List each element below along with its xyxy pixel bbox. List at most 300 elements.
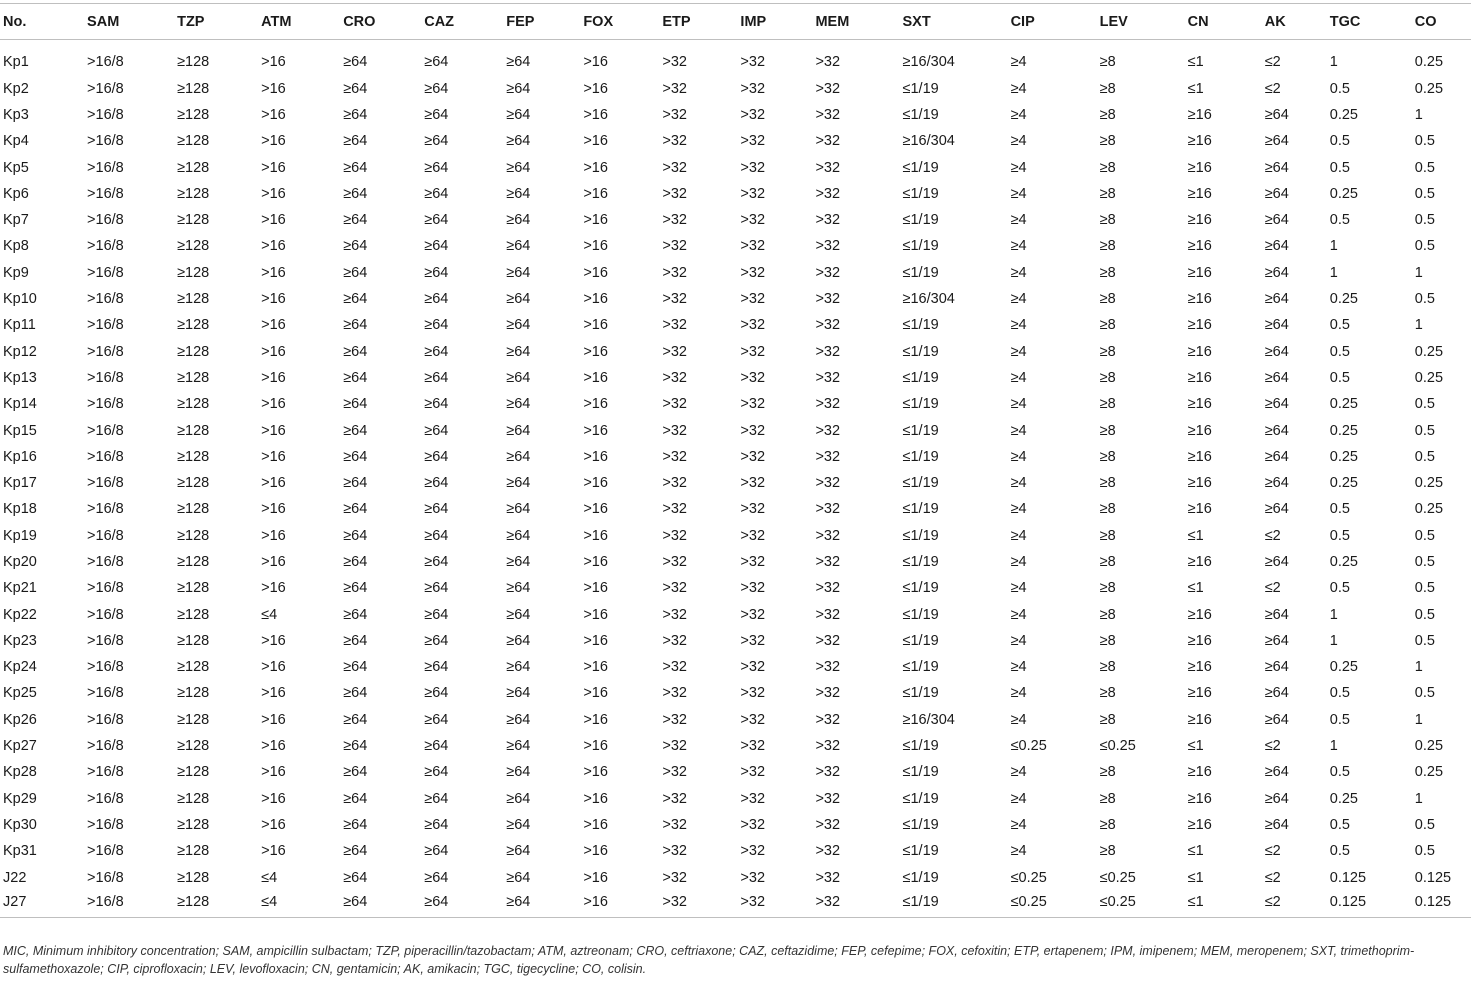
table-row — [0, 707, 1471, 733]
mic-value-cell: >16 — [583, 659, 608, 676]
mic-value-cell: >32 — [740, 527, 766, 544]
mic-value-cell: ≥64 — [343, 264, 368, 281]
mic-value-cell: >16/8 — [87, 816, 124, 833]
mic-value-cell: ≥64 — [340, 891, 421, 917]
mic-value-cell: ≥64 — [506, 790, 531, 807]
mic-value-cell: >32 — [662, 711, 687, 728]
mic-value-cell: >32 — [740, 422, 766, 439]
column-header: ETP — [659, 4, 737, 40]
mic-value-cell: >16 — [583, 238, 608, 255]
mic-value-cell: >16 — [583, 264, 608, 281]
mic-value-cell: ≥64 — [424, 659, 449, 676]
mic-value-cell: ≥64 — [343, 317, 368, 334]
isolate-id-cell: Kp2 — [3, 80, 29, 97]
mic-value-cell: 1 — [1329, 264, 1338, 281]
mic-value-cell: ≥4 — [1010, 159, 1027, 176]
mic-value-cell: ≥16/304 — [902, 133, 955, 150]
table-row — [0, 680, 1471, 706]
mic-value-cell: 1 — [1414, 659, 1423, 676]
mic-value-cell: ≤1/19 — [902, 448, 939, 465]
column-header: SAM — [84, 4, 174, 40]
mic-value-cell: >16/8 — [87, 212, 124, 229]
mic-value-cell: >16 — [261, 738, 286, 755]
mic-value-cell: >16 — [583, 790, 608, 807]
mic-value-cell: >16 — [261, 185, 286, 202]
mic-value-cell: >32 — [740, 448, 766, 465]
mic-value-cell: >32 — [815, 869, 841, 886]
mic-value-cell: >16 — [261, 843, 286, 860]
mic-value-cell: >16 — [261, 659, 286, 676]
mic-value-cell: ≥8 — [1099, 396, 1116, 413]
mic-value-cell: ≥4 — [1010, 80, 1027, 97]
mic-value-cell: >16/8 — [87, 606, 124, 623]
mic-value-cell: ≥64 — [424, 843, 449, 860]
mic-value-cell: 0.5 — [1329, 711, 1350, 728]
mic-value-cell: ≥16 — [1187, 133, 1212, 150]
mic-value-cell: 0.5 — [1329, 501, 1350, 518]
mic-value-cell: >16/8 — [87, 764, 124, 781]
column-header: LEV — [1097, 4, 1185, 40]
column-header: MEM — [812, 4, 899, 40]
mic-value-cell: ≥64 — [506, 80, 531, 97]
mic-value-cell: ≥64 — [424, 685, 449, 702]
mic-value-cell: >32 — [662, 291, 687, 308]
mic-value-cell: ≥4 — [1010, 212, 1027, 229]
mic-value-cell: ≥64 — [503, 891, 580, 917]
mic-value-cell: >32 — [662, 133, 687, 150]
isolate-id-cell: Kp15 — [3, 422, 37, 439]
mic-value-cell: >32 — [815, 238, 841, 255]
mic-value-cell: >32 — [815, 264, 841, 281]
mic-value-cell: >16/8 — [87, 396, 124, 413]
mic-value-cell: >16 — [261, 369, 286, 386]
mic-value-cell: >32 — [815, 212, 841, 229]
mic-value-cell: ≥16 — [1187, 264, 1212, 281]
mic-value-cell: ≥64 — [343, 448, 368, 465]
mic-value-cell: ≥4 — [1010, 291, 1027, 308]
mic-value-cell: >32 — [662, 527, 687, 544]
mic-value-cell: >16 — [261, 291, 286, 308]
mic-value-cell: ≥128 — [177, 843, 210, 860]
mic-value-cell: >32 — [815, 396, 841, 413]
mic-value-cell: ≥64 — [424, 106, 449, 123]
mic-value-cell: ≥64 — [343, 816, 368, 833]
mic-value-cell: ≥8 — [1099, 580, 1116, 597]
mic-value-cell: ≥4 — [1010, 238, 1027, 255]
mic-value-cell: >32 — [662, 53, 687, 70]
mic-value-cell: ≥8 — [1099, 369, 1116, 386]
mic-value-cell: 0.25 — [1329, 106, 1358, 123]
mic-value-cell: >32 — [815, 606, 841, 623]
mic-value-cell: >32 — [815, 80, 841, 97]
mic-value-cell: ≥128 — [177, 343, 210, 360]
mic-value-cell: ≥64 — [424, 553, 449, 570]
mic-value-cell: ≥16 — [1187, 159, 1212, 176]
mic-value-cell: >16 — [261, 816, 286, 833]
table-row — [0, 549, 1471, 575]
mic-value-cell: ≥64 — [1264, 475, 1289, 492]
mic-value-cell: >32 — [662, 422, 687, 439]
mic-value-cell: >32 — [662, 606, 687, 623]
mic-value-cell: ≥64 — [424, 790, 449, 807]
mic-value-cell: >32 — [740, 212, 766, 229]
mic-value-cell: ≥64 — [343, 764, 368, 781]
mic-value-cell: >32 — [740, 317, 766, 334]
mic-value-cell: >16/8 — [87, 264, 124, 281]
table-row — [0, 470, 1471, 496]
mic-value-cell: >16 — [583, 212, 608, 229]
mic-value-cell: ≥128 — [177, 396, 210, 413]
mic-value-cell: 0.25 — [1329, 185, 1358, 202]
mic-value-cell: ≥16 — [1187, 185, 1212, 202]
mic-value-cell: ≥16 — [1187, 764, 1212, 781]
isolate-id-cell: Kp21 — [3, 580, 37, 597]
mic-value-cell: ≥4 — [1010, 632, 1027, 649]
mic-value-cell: 0.5 — [1329, 843, 1350, 860]
mic-value-cell: >16/8 — [87, 448, 124, 465]
mic-value-cell: ≥8 — [1099, 238, 1116, 255]
column-header: AK — [1262, 4, 1327, 40]
mic-value-cell: ≥64 — [506, 343, 531, 360]
mic-value-cell: >16 — [583, 527, 608, 544]
mic-value-cell: >16/8 — [87, 291, 124, 308]
mic-value-cell: ≥4 — [1010, 317, 1027, 334]
mic-value-cell: >32 — [740, 790, 766, 807]
mic-value-cell: >16 — [261, 106, 286, 123]
mic-value-cell: ≥64 — [343, 133, 368, 150]
mic-value-cell: ≥16 — [1187, 343, 1212, 360]
table-body — [0, 40, 1471, 918]
table-footnote: MIC, Minimum inhibitory concentration; SAM, ampicillin sulbactam; TZP, piperacillin/tazobactam; ATM, aztreonam; CRO, ceftriaxone; CAZ, ceftazidime; FEP, cefepime; FOX, cefoxitin; ETP, ertapenem; IPM, imipenem; MEM, meropenem; SXT, trimethoprim-sulfamethoxazole; CIP, ciprofloxacin; LEV, levofloxacin; CN, gentamicin; AK, amikacin; TGC, tigecycline; CO, colisin. — [3, 944, 1415, 976]
mic-value-cell: 1 — [1329, 738, 1338, 755]
mic-value-cell: ≥64 — [506, 159, 531, 176]
mic-value-cell: ≥64 — [424, 159, 449, 176]
mic-value-cell: ≤2 — [1264, 869, 1281, 886]
mic-value-cell: 0.25 — [1414, 369, 1444, 386]
mic-value-cell: >32 — [740, 53, 766, 70]
mic-value-cell: >16 — [583, 317, 608, 334]
mic-value-cell: ≥64 — [424, 396, 449, 413]
mic-value-cell: 0.25 — [1414, 343, 1444, 360]
table-row — [0, 207, 1471, 233]
mic-value-cell: >16 — [261, 238, 286, 255]
mic-value-cell: ≥128 — [174, 891, 258, 917]
mic-value-cell: ≥64 — [506, 606, 531, 623]
mic-value-cell: ≥64 — [506, 659, 531, 676]
mic-value-cell: ≥128 — [177, 369, 210, 386]
mic-value-cell: >32 — [662, 580, 687, 597]
mic-value-cell: ≤2 — [1264, 80, 1281, 97]
mic-value-cell: ≥128 — [177, 185, 210, 202]
mic-value-cell: 0.5 — [1414, 843, 1435, 860]
mic-value-cell: ≥64 — [506, 133, 531, 150]
table-row — [0, 628, 1471, 654]
mic-value-cell: >32 — [815, 685, 841, 702]
mic-value-cell: ≥64 — [1264, 606, 1289, 623]
mic-value-cell: >32 — [740, 291, 766, 308]
table-row — [0, 76, 1471, 102]
mic-value-cell: ≥64 — [424, 317, 449, 334]
mic-value-cell: 0.5 — [1329, 159, 1350, 176]
mic-value-cell: ≥64 — [343, 632, 368, 649]
table-row — [0, 338, 1471, 364]
mic-value-cell: ≥64 — [1264, 501, 1289, 518]
mic-value-cell: >32 — [815, 553, 841, 570]
mic-value-cell: ≥8 — [1099, 159, 1116, 176]
mic-value-cell: ≥4 — [1010, 659, 1027, 676]
mic-value-cell: ≥128 — [177, 53, 210, 70]
mic-value-cell: ≥64 — [343, 53, 368, 70]
mic-value-cell: ≥64 — [343, 790, 368, 807]
mic-value-cell: ≥64 — [424, 264, 449, 281]
mic-value-cell: >32 — [662, 185, 687, 202]
mic-value-cell: ≤1/19 — [902, 764, 939, 781]
mic-value-cell: >32 — [740, 553, 766, 570]
isolate-id-cell: Kp22 — [3, 606, 37, 623]
mic-value-cell: >32 — [740, 843, 766, 860]
mic-value-cell: >32 — [815, 369, 841, 386]
table-row — [0, 759, 1471, 785]
mic-value-cell: ≤1/19 — [902, 738, 939, 755]
mic-value-cell: ≥64 — [506, 632, 531, 649]
mic-value-cell: >32 — [740, 475, 766, 492]
mic-value-cell: ≥128 — [177, 133, 210, 150]
mic-value-cell: ≥8 — [1099, 53, 1116, 70]
mic-value-cell: >32 — [815, 843, 841, 860]
mic-value-cell: ≥64 — [506, 238, 531, 255]
column-header: CRO — [340, 4, 421, 40]
mic-value-cell: >16/8 — [87, 843, 124, 860]
mic-value-cell: ≥64 — [424, 238, 449, 255]
mic-value-cell: >32 — [740, 238, 766, 255]
mic-value-cell: >32 — [737, 891, 812, 917]
mic-value-cell: >16/8 — [87, 422, 124, 439]
mic-value-cell: ≥8 — [1099, 80, 1116, 97]
mic-value-cell: ≤1 — [1187, 527, 1204, 544]
mic-value-cell: ≤1/19 — [902, 606, 939, 623]
mic-value-cell: >16 — [261, 580, 286, 597]
mic-value-cell: ≥64 — [424, 185, 449, 202]
mic-value-cell: ≥64 — [506, 553, 531, 570]
mic-value-cell: ≥8 — [1099, 212, 1116, 229]
mic-value-cell: ≥16/304 — [902, 291, 955, 308]
mic-value-cell: ≥128 — [177, 527, 210, 544]
mic-value-cell: >32 — [740, 685, 766, 702]
mic-value-cell: >16 — [261, 501, 286, 518]
mic-value-cell: >16 — [583, 291, 608, 308]
mic-value-cell: ≥128 — [177, 659, 210, 676]
mic-value-cell: ≥4 — [1010, 685, 1027, 702]
mic-value-cell: ≥16 — [1187, 553, 1212, 570]
mic-value-cell: ≥16 — [1187, 317, 1212, 334]
mic-value-cell: ≤1/19 — [902, 212, 939, 229]
mic-value-cell: ≤0.25 — [1010, 738, 1047, 755]
mic-value-cell: ≥4 — [1010, 553, 1027, 570]
mic-value-cell: ≥64 — [424, 527, 449, 544]
column-header: IMP — [737, 4, 812, 40]
mic-value-cell: >16 — [583, 685, 608, 702]
mic-value-cell: ≥4 — [1010, 606, 1027, 623]
mic-value-cell: 1 — [1414, 317, 1423, 334]
mic-value-cell: >16 — [261, 80, 286, 97]
mic-value-cell: >16 — [261, 317, 286, 334]
mic-value-cell: 0.5 — [1329, 212, 1350, 229]
mic-value-cell: ≥64 — [424, 422, 449, 439]
mic-value-cell: >32 — [740, 159, 766, 176]
mic-value-cell: ≤2 — [1264, 527, 1281, 544]
mic-value-cell: >16 — [261, 422, 286, 439]
mic-value-cell: >16 — [261, 133, 286, 150]
mic-value-cell: ≥128 — [177, 580, 210, 597]
mic-value-cell: >16 — [583, 632, 608, 649]
mic-value-cell: ≥64 — [506, 527, 531, 544]
mic-value-cell: 0.5 — [1414, 632, 1435, 649]
isolate-id-cell: Kp30 — [3, 816, 37, 833]
mic-value-cell: >32 — [815, 448, 841, 465]
mic-value-cell: 0.5 — [1414, 580, 1435, 597]
mic-value-cell: 0.25 — [1414, 764, 1444, 781]
isolate-id-cell: Kp16 — [3, 448, 37, 465]
mic-value-cell: >32 — [662, 475, 687, 492]
mic-value-cell: ≥64 — [343, 606, 368, 623]
mic-value-cell: >16 — [261, 527, 286, 544]
mic-value-cell: 0.5 — [1329, 580, 1350, 597]
column-header: FOX — [580, 4, 659, 40]
mic-value-cell: ≥128 — [177, 685, 210, 702]
column-header: CN — [1185, 4, 1262, 40]
mic-value-cell: ≤1/19 — [902, 685, 939, 702]
mic-value-cell: 0.5 — [1414, 159, 1435, 176]
mic-value-cell: >32 — [662, 816, 687, 833]
mic-value-cell: ≥64 — [1264, 659, 1289, 676]
mic-value-cell: >32 — [662, 501, 687, 518]
isolate-id-cell: J22 — [3, 869, 27, 886]
mic-value-cell: >16/8 — [87, 632, 124, 649]
column-header: CAZ — [421, 4, 503, 40]
mic-value-cell: >32 — [815, 659, 841, 676]
mic-value-cell: ≥64 — [424, 501, 449, 518]
mic-value-cell: ≥64 — [343, 659, 368, 676]
mic-value-cell: >16 — [583, 816, 608, 833]
mic-value-cell: ≥128 — [177, 291, 210, 308]
mic-value-cell: ≥4 — [1010, 369, 1027, 386]
mic-value-cell: ≥8 — [1099, 790, 1116, 807]
mic-value-cell: ≥64 — [343, 396, 368, 413]
mic-value-cell: ≥64 — [1264, 790, 1289, 807]
mic-value-cell: 0.25 — [1414, 501, 1444, 518]
mic-value-cell: ≥64 — [343, 238, 368, 255]
mic-value-cell: ≥64 — [1264, 632, 1289, 649]
mic-value-cell: 0.5 — [1414, 527, 1435, 544]
table-row — [0, 864, 1471, 890]
mic-value-cell: ≤2 — [1264, 580, 1281, 597]
header-row — [0, 4, 1471, 40]
mic-value-cell: ≥128 — [177, 475, 210, 492]
mic-value-cell: >32 — [815, 711, 841, 728]
mic-value-cell: ≤1 — [1187, 738, 1204, 755]
isolate-id-cell: Kp19 — [3, 527, 37, 544]
mic-value-cell: 0.5 — [1414, 553, 1435, 570]
mic-value-cell: ≥64 — [343, 553, 368, 570]
mic-value-cell: ≥64 — [506, 291, 531, 308]
mic-value-cell: ≥128 — [177, 738, 210, 755]
mic-value-cell: ≥16 — [1187, 816, 1212, 833]
table-row — [0, 286, 1471, 312]
mic-value-cell: ≤1/19 — [902, 106, 939, 123]
mic-value-cell: >16 — [261, 396, 286, 413]
isolate-id-cell: Kp13 — [3, 369, 37, 386]
isolate-id-cell: Kp5 — [3, 159, 29, 176]
mic-value-cell: 0.25 — [1329, 422, 1358, 439]
mic-value-cell: >32 — [662, 159, 687, 176]
mic-value-cell: ≥64 — [424, 80, 449, 97]
mic-value-cell: ≥64 — [1264, 106, 1289, 123]
mic-value-cell: >32 — [740, 606, 766, 623]
mic-value-cell: >32 — [815, 738, 841, 755]
column-header: No. — [0, 4, 84, 40]
mic-value-cell: >16 — [261, 711, 286, 728]
mic-value-cell: ≥64 — [343, 738, 368, 755]
column-header: CIP — [1008, 4, 1097, 40]
mic-value-cell: ≥64 — [1264, 291, 1289, 308]
mic-value-cell: >32 — [662, 448, 687, 465]
mic-value-cell: >16 — [583, 764, 608, 781]
mic-value-cell: 0.125 — [1414, 869, 1452, 886]
mic-value-cell: ≥4 — [1010, 396, 1027, 413]
mic-value-cell: 0.25 — [1329, 396, 1358, 413]
mic-value-cell: >16 — [261, 448, 286, 465]
mic-value-cell: 0.25 — [1414, 738, 1444, 755]
mic-value-cell: >32 — [662, 396, 687, 413]
mic-value-cell: >16 — [583, 580, 608, 597]
mic-value-cell: >32 — [662, 343, 687, 360]
mic-value-cell: ≥8 — [1099, 764, 1116, 781]
mic-value-cell: ≥64 — [424, 580, 449, 597]
mic-value-cell: 0.5 — [1329, 685, 1350, 702]
mic-value-cell: >32 — [659, 891, 737, 917]
mic-value-cell: ≥16 — [1187, 369, 1212, 386]
mic-value-cell: ≥64 — [343, 291, 368, 308]
mic-value-cell: 0.5 — [1329, 527, 1350, 544]
mic-value-cell: >32 — [740, 369, 766, 386]
mic-value-cell: ≥64 — [506, 53, 531, 70]
mic-value-cell: ≥128 — [177, 869, 210, 886]
isolate-id-cell: Kp6 — [3, 185, 29, 202]
mic-value-cell: ≥64 — [506, 501, 531, 518]
mic-value-cell: >16 — [583, 869, 608, 886]
mic-value-cell: ≥64 — [343, 422, 368, 439]
mic-value-cell: ≥8 — [1099, 264, 1116, 281]
mic-value-cell: ≥128 — [177, 106, 210, 123]
mic-value-cell: 0.25 — [1329, 448, 1358, 465]
mic-value-cell: ≤2 — [1262, 891, 1327, 917]
mic-value-cell: ≥64 — [343, 80, 368, 97]
mic-value-cell: ≥64 — [343, 369, 368, 386]
mic-value-cell: ≥16 — [1187, 448, 1212, 465]
mic-value-cell: >32 — [815, 501, 841, 518]
mic-value-cell: >16 — [583, 711, 608, 728]
mic-value-cell: ≥16 — [1187, 291, 1212, 308]
mic-value-cell: >16/8 — [87, 238, 124, 255]
mic-value-cell: >32 — [815, 580, 841, 597]
mic-value-cell: ≥64 — [506, 369, 531, 386]
mic-value-cell: 0.5 — [1414, 606, 1435, 623]
mic-value-cell: ≥64 — [506, 212, 531, 229]
mic-value-cell: >16 — [583, 369, 608, 386]
mic-value-cell: 0.25 — [1414, 475, 1444, 492]
mic-value-cell: >16/8 — [87, 475, 124, 492]
mic-value-cell: ≥64 — [424, 632, 449, 649]
